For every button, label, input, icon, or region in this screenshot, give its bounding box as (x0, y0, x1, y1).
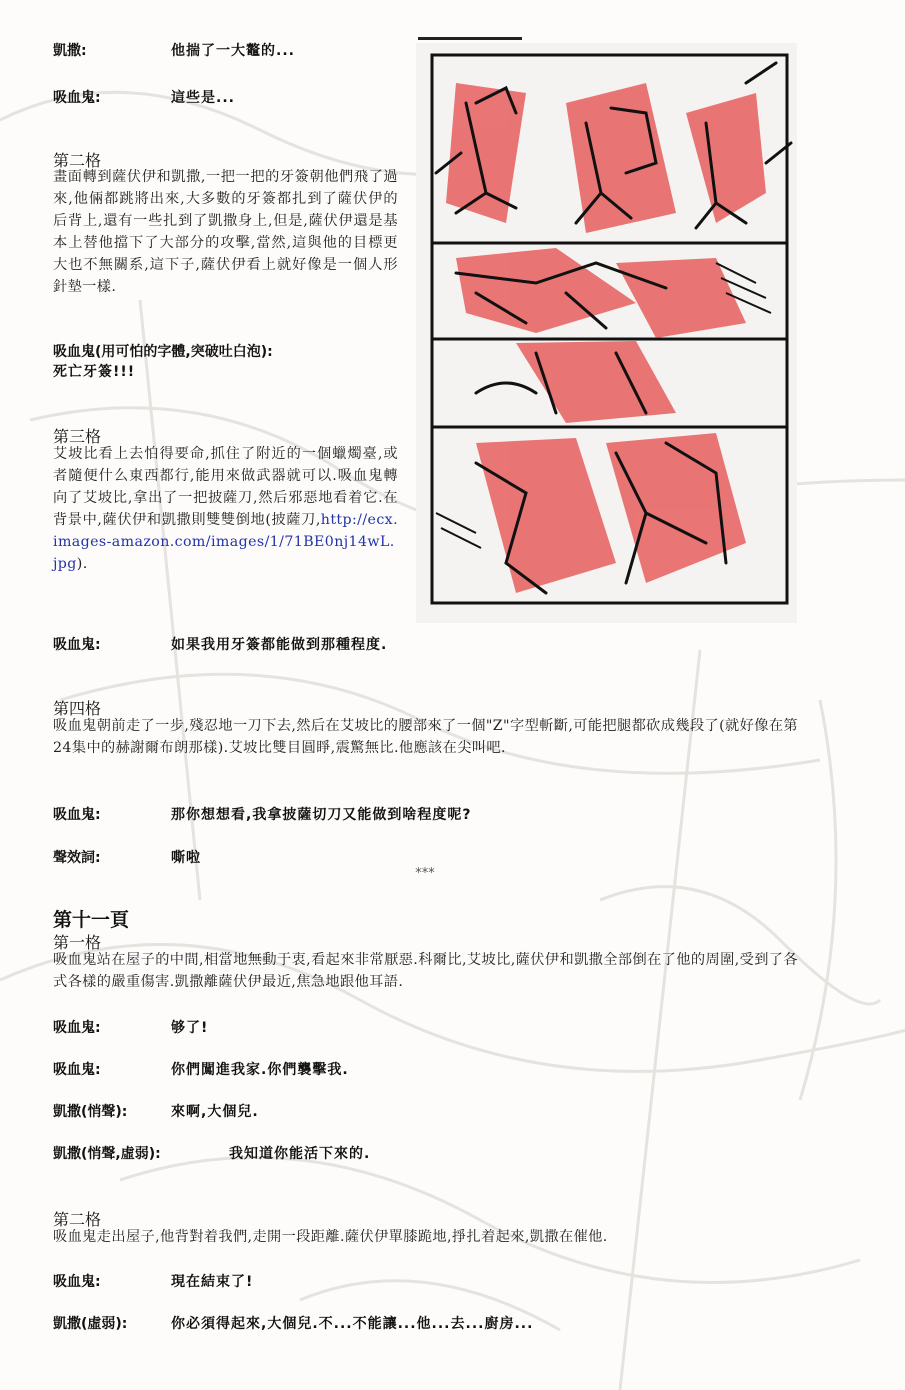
dialogue-text: 他揣了一大鼇的... (171, 43, 295, 59)
panel-heading: 第二格 (53, 151, 102, 170)
dialogue-text: 那你想想看,我拿披薩切刀又能做到啥程度呢? (171, 807, 472, 823)
dialogue-text: 我知道你能活下來的. (229, 1146, 371, 1162)
dialogue-line (53, 341, 273, 361)
panel-heading: 第三格 (53, 427, 102, 446)
dialogue-line (53, 40, 295, 60)
dialogue-line (53, 847, 201, 867)
dialogue-text: 你們闖進我家.你們襲擊我. (171, 1062, 349, 1078)
speaker-label: 吸血鬼(用可怕的字體,突破吐白泡): (53, 344, 273, 360)
dialogue-line (53, 1059, 349, 1079)
panel-description (53, 443, 398, 575)
dialogue-line (53, 87, 235, 107)
dialogue-line (53, 1017, 208, 1037)
dialogue-text: 這些是... (171, 90, 235, 106)
reference-link[interactable]: http://ecx.images-amazon.com/images/1/71BE0nj14wL.jpg (53, 512, 398, 572)
dialogue-line (53, 1143, 370, 1163)
dialogue-line (53, 1101, 259, 1121)
panel-description: 吸血鬼走出屋子,他背對着我們,走開一段距離.薩伏伊單膝跪地,掙扎着起來,凱撒在催他. (53, 1229, 608, 1245)
panel-heading: 第一格 (53, 933, 102, 952)
speaker-label: 吸血鬼: (53, 637, 101, 653)
speaker-label: 吸血鬼: (53, 1274, 101, 1290)
dialogue-text: 如果我用牙簽都能做到那種程度. (171, 637, 388, 653)
speaker-label: 凱撒: (53, 43, 87, 59)
speaker-label: 凱撒(虛弱): (53, 1316, 128, 1332)
panel-description: 吸血鬼朝前走了一步,殘忍地一刀下去,然后在艾坡比的腰部來了一個"Z"字型斬斷,可能把腿都砍成幾段了(就好像在第24集中的赫謝爾布朗那樣).艾坡比雙目圓睜,震驚無比.他應該在尖叫吧. (53, 718, 798, 756)
dialogue-line (53, 634, 387, 654)
speaker-label: 凱撒(悄聲,虛弱): (53, 1146, 161, 1162)
dialogue-text: 死亡牙簽!!! (53, 364, 136, 380)
speaker-label: 吸血鬼: (53, 807, 101, 823)
panel-description: 吸血鬼站在屋子的中間,相當地無動于衷,看起來非常厭惡.科爾比,艾坡比,薩伏伊和凱撒全部倒在了他的周圍,受到了各式各樣的嚴重傷害.凱撒離薩伏伊最近,焦急地跟他耳語. (53, 952, 798, 990)
dialogue-line (53, 1271, 253, 1291)
panel-heading: 第四格 (53, 699, 102, 718)
speaker-label: 吸血鬼: (53, 1020, 101, 1036)
sound-effect-text: 嘶啦 (171, 850, 201, 866)
speaker-label: 聲效詞: (53, 850, 101, 866)
section-separator: *** (415, 866, 435, 881)
dialogue-line (53, 1313, 533, 1333)
speaker-label: 吸血鬼: (53, 90, 101, 106)
speaker-label: 吸血鬼: (53, 1062, 101, 1078)
storyboard-sketch-image (416, 43, 797, 623)
panel-description: 畫面轉到薩伏伊和凱撒,一把一把的牙簽朝他們飛了過來,他倆都跳將出來,大多數的牙簽都扎到了薩伏伊的后背上,還有一些扎到了凱撒身上,但是,薩伏伊還是基本上替他擋下了大部分的攻擊,當然,這與他的目標更大也不無關系,這下子,薩伏伊看上就好像是一個人形針墊一樣. (53, 169, 398, 295)
dialogue-line (53, 361, 135, 381)
panel-heading: 第二格 (53, 1210, 102, 1229)
dialogue-text: 够了! (171, 1020, 209, 1036)
speaker-label: 凱撒(悄聲): (53, 1104, 128, 1120)
page-heading: 第十一頁 (53, 909, 130, 931)
dialogue-text: 現在結束了! (171, 1274, 254, 1290)
panel-description-text: 艾坡比看上去怕得要命,抓住了附近的一個蠟燭臺,或者隨便什么東西都行,能用來做武器就可以.吸血鬼轉向了艾坡比,拿出了一把披薩刀,然后邪惡地看着它.在背景中,薩伏伊和凱撒則雙雙倒地(披薩刀, (53, 446, 398, 528)
panel-description-end: ). (76, 556, 88, 572)
dialogue-line (53, 804, 471, 824)
dialogue-text: 來啊,大個兒. (171, 1104, 259, 1120)
dialogue-text: 你必須得起來,大個兒.不...不能讓...他...去...廚房... (171, 1316, 534, 1332)
